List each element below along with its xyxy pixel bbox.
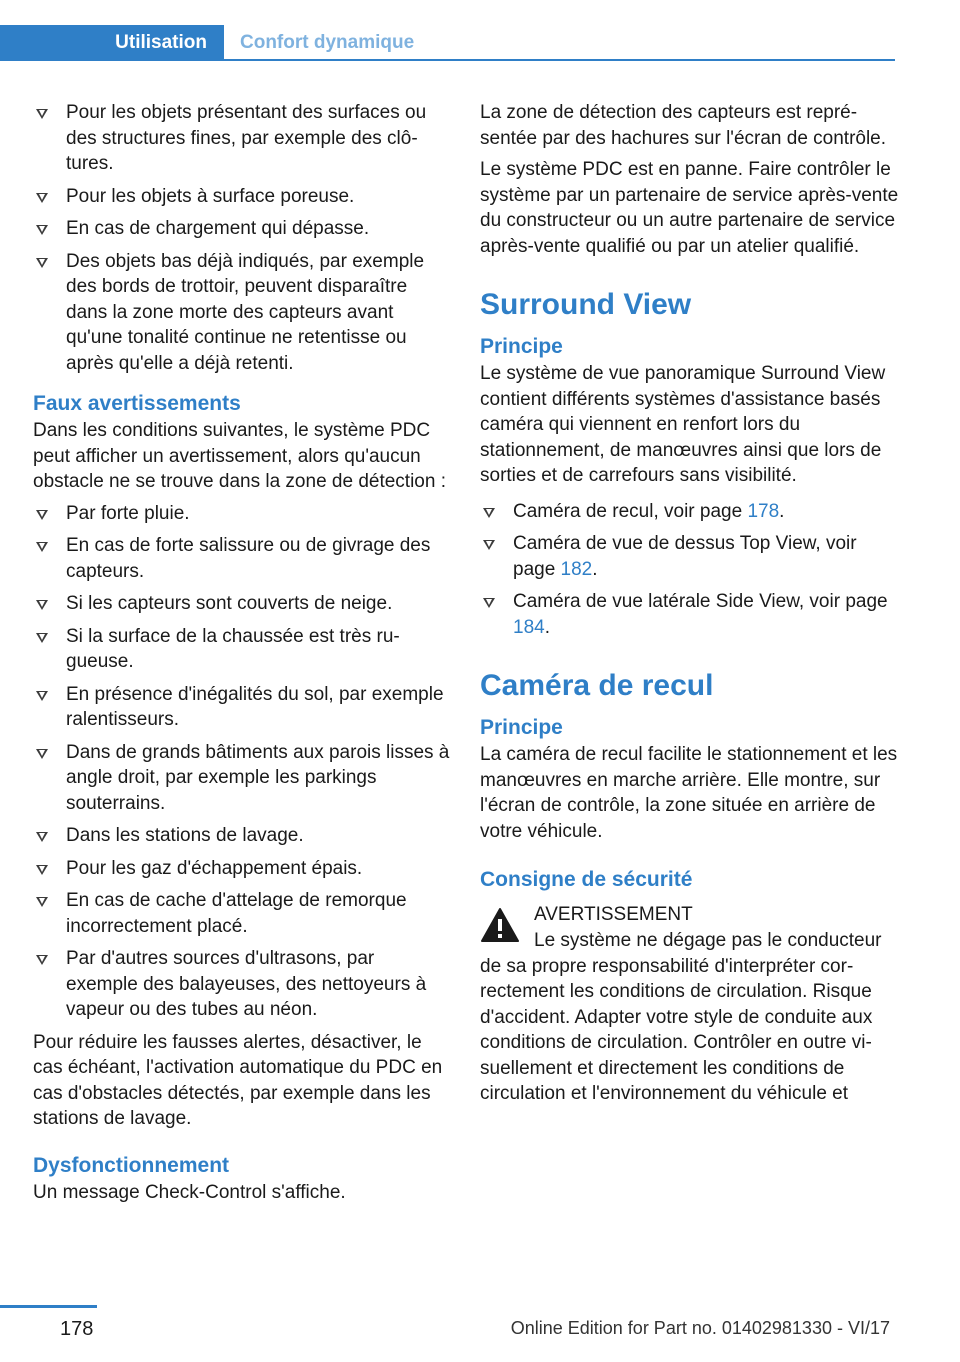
list-item: Caméra de recul, voir page 178. xyxy=(480,499,900,525)
heading-safety-note: Consigne de sécurité xyxy=(480,868,693,891)
left-column xyxy=(33,100,451,1211)
list-item: Si la surface de la chaussée est très rugueuse. xyxy=(33,624,451,675)
heading-principle: Principe xyxy=(480,716,563,739)
list-item: En cas de chargement qui dépasse. xyxy=(33,216,451,242)
list-item: Pour les objets à surface poreuse. xyxy=(33,184,451,210)
bullet-list-cameras xyxy=(480,499,900,641)
list-item: Pour les objets présentant des surfaces ou des structures fines, par exemple des clôtures. xyxy=(33,100,451,177)
surround-principle-text: Le système de vue panoramique Surround View contient différents systèmes d'assistance basés caméra qui viennent en renfort lors du stationnement, de manœuvres ainsi que lors de sorties et de carrefours sans visibilité. xyxy=(480,363,886,486)
list-item: Pour les gaz d'échappement épais. xyxy=(33,856,451,882)
edition-note: Online Edition for Part no. 01402981330 - VI/17 xyxy=(510,1318,890,1338)
heading-surround-view: Surround View xyxy=(480,288,692,321)
section-tab-inactive[interactable]: Confort dynamique xyxy=(240,32,415,53)
false-warnings-intro: Dans les conditions suivantes, le système PDC peut afficher un avertissement, alors qu'aucun obstacle ne se trouve dans la zone de détection : xyxy=(33,420,446,492)
page-link[interactable]: 178 xyxy=(747,500,780,522)
heading-malfunction: Dysfonctionnement xyxy=(33,1153,230,1177)
list-item: Caméra de vue latérale Side View, voir page 184. xyxy=(480,589,900,640)
detection-zone-text: La zone de détection des capteurs est représentée par des hachures sur l'écran de contrôle. xyxy=(480,102,887,149)
footer-rule xyxy=(0,1305,97,1308)
list-item: Dans de grands bâtiments aux parois lisses à angle droit, par exemple les parkings souterrains. xyxy=(33,740,451,817)
heading-principle: Principe xyxy=(480,335,563,358)
warning-text: Le système ne dégage pas le conducteur de sa propre responsabilité d'interpréter correctement les conditions de circulation. Risque d'accident. Adapter votre style de conduite aux conditions de circulation. Contrôler en outre visuellement et directement les conditions de circulation et l'environnement du véhicule et xyxy=(480,930,882,1104)
warning-triangle-icon xyxy=(480,907,520,943)
rear-camera-principle-text: La caméra de recul facilite le stationnement et les manœuvres en marche arrière. Elle montre, sur l'écran de contrôle, la zone située en arrière de votre véhicule. xyxy=(480,744,898,842)
list-item: Des objets bas déjà indiqués, par exemple des bords de trottoir, peuvent disparaître dans la zone morte des capteurs avant qu'une tonalité continue ne retentisse ou après qu'elle a déjà retenti. xyxy=(33,249,451,377)
list-item: En cas de forte salissure ou de givrage des capteurs. xyxy=(33,533,451,584)
heading-false-warnings: Faux avertissements xyxy=(33,392,241,415)
reduce-false-alerts-text: Pour réduire les fausses alertes, désactiver, le cas échéant, l'activation automatique du PDC en cas d'obstacles détectés, par exemple dans les stations de lavage. xyxy=(33,1031,443,1129)
list-item: Dans les stations de lavage. xyxy=(33,823,451,849)
pdc-failure-text: Le système PDC est en panne. Faire contrôler le système par un partenaire de service après-vente du constructeur ou un autre partenaire de service après-vente qualifié ou par un atelier qualifié. xyxy=(480,159,899,257)
list-item: Si les capteurs sont couverts de neige. xyxy=(33,591,451,617)
bullet-list-objects xyxy=(33,100,451,376)
header-rule xyxy=(0,59,895,61)
page-link[interactable]: 182 xyxy=(560,558,593,580)
heading-rear-camera: Caméra de recul xyxy=(480,669,714,702)
list-item: En présence d'inégalités du sol, par exemple ralentisseurs. xyxy=(33,682,451,733)
list-item: Par forte pluie. xyxy=(33,501,451,527)
page-number: 178 xyxy=(60,1318,94,1340)
warning-label: AVERTISSEMENT xyxy=(534,904,693,925)
list-item: Caméra de vue de dessus Top View, voir page 182. xyxy=(480,531,900,582)
malfunction-text: Un message Check-Control s'affiche. xyxy=(33,1181,346,1203)
page-link[interactable]: 184 xyxy=(513,616,545,638)
bullet-list-conditions xyxy=(33,501,451,1023)
warning-block xyxy=(480,902,900,946)
page-header xyxy=(0,25,895,61)
list-item: Par d'autres sources d'ultrasons, par exemple des balayeuses, des nettoyeurs à vapeur ou des tubes au néon. xyxy=(33,946,451,1023)
section-tab-active[interactable]: Utilisation xyxy=(0,25,224,61)
list-item: En cas de cache d'attelage de remorque incorrectement placé. xyxy=(33,888,451,939)
right-column xyxy=(480,100,900,1113)
